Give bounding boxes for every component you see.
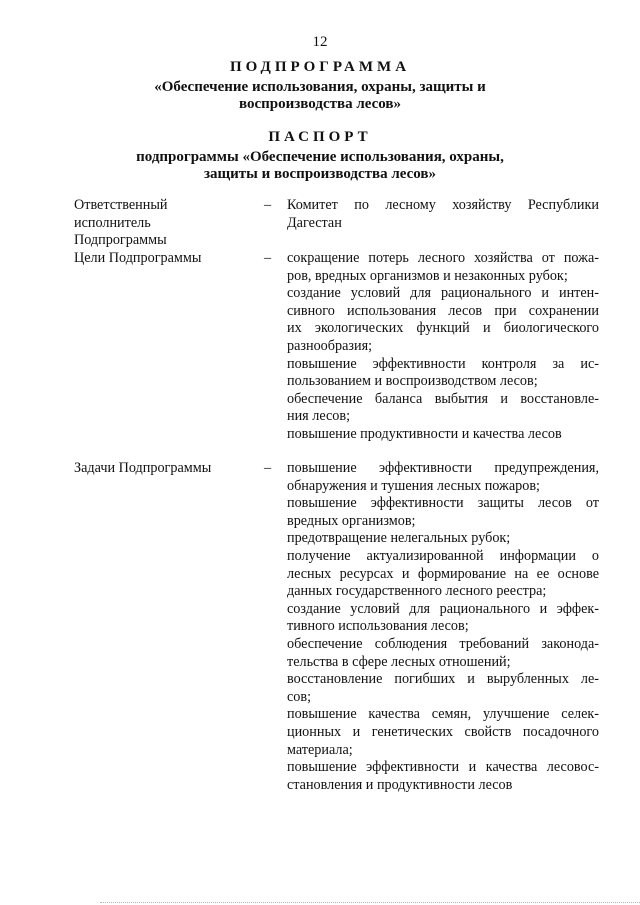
text-line: создание условий для рационального и эффек-	[287, 600, 599, 617]
row-dash: –	[264, 197, 272, 213]
page-number: 12	[312, 34, 328, 50]
text-line: Дагестан	[287, 214, 342, 231]
row-value-goals	[287, 250, 599, 444]
page-bottom-rule	[100, 902, 640, 903]
row-value-responsible	[287, 197, 599, 232]
text-line: обнаружения и тушения лесных пожаров;	[287, 477, 540, 494]
row-label-responsible: Ответственный исполнитель Подпрограммы	[74, 197, 168, 249]
text-line: становления и продуктивности лесов	[287, 776, 513, 793]
text-line: сов;	[287, 688, 312, 705]
subprogram-name-line-1: «Обеспечение использования, охраны, защиты и	[154, 79, 486, 95]
subprogram-name-line-2: воспроизводства лесов»	[239, 96, 401, 112]
text-line: создание условий для рационального и интен-	[287, 285, 599, 302]
text-line: восстановление погибших и вырубленных ле-	[287, 671, 599, 688]
row-dash: –	[264, 460, 272, 476]
text-line: Комитет по лесному хозяйству Республики	[287, 197, 599, 213]
text-line: получение актуализированной информации о	[287, 547, 599, 564]
text-line: данных государственного лесного реестра;	[287, 583, 547, 600]
text-line: лесных ресурсах и формирование на ее основе	[287, 565, 599, 582]
text-line: пользованием и воспроизводством лесов;	[287, 373, 538, 390]
text-line: ния лесов;	[287, 408, 351, 425]
text-line: тельства в сфере лесных отношений;	[287, 653, 511, 670]
row-dash: –	[264, 250, 272, 266]
text-line: повышение эффективности и качества лесовос-	[287, 759, 599, 776]
text-line: ров, вредных организмов и незаконных рубок;	[287, 267, 568, 284]
text-line: повышение продуктивности и качества лесов	[287, 425, 562, 442]
text-line: тивного использования лесов;	[287, 618, 469, 635]
text-line: повышение эффективности контроля за ис-	[287, 355, 599, 372]
text-line: сокращение потерь лесного хозяйства от пожа-	[287, 250, 599, 266]
text-line: материала;	[287, 741, 353, 758]
text-line: сивного использования лесов при сохранении	[287, 302, 599, 319]
text-line: обеспечение баланса выбытия и восстановле-	[287, 390, 599, 407]
text-line: вредных организмов;	[287, 512, 416, 529]
row-value-tasks	[287, 460, 599, 794]
text-line: их экологических функций и биологического	[287, 320, 599, 337]
text-line: обеспечение соблюдения требований законода-	[287, 635, 599, 652]
text-line: ционных и генетических свойств посадочного	[287, 723, 599, 740]
passport-subtitle-line-1: подпрограммы «Обеспечение использования, охраны,	[136, 149, 504, 165]
row-label-goals: Цели Подпрограммы	[74, 250, 202, 266]
text-line: разнообразия;	[287, 337, 373, 354]
passport-subtitle-line-2: защиты и воспроизводства лесов»	[203, 166, 437, 182]
passport-title: ПАСПОРТ	[268, 129, 372, 145]
subprogram-title: ПОДПРОГРАММА	[229, 59, 411, 75]
text-line: повышение эффективности защиты лесов от	[287, 495, 599, 512]
text-line: повышение качества семян, улучшение селек-	[287, 706, 599, 723]
text-line: предотвращение нелегальных рубок;	[287, 530, 511, 547]
text-line: повышение эффективности предупреждения,	[287, 460, 599, 476]
row-label-tasks: Задачи Подпрограммы	[74, 460, 212, 476]
